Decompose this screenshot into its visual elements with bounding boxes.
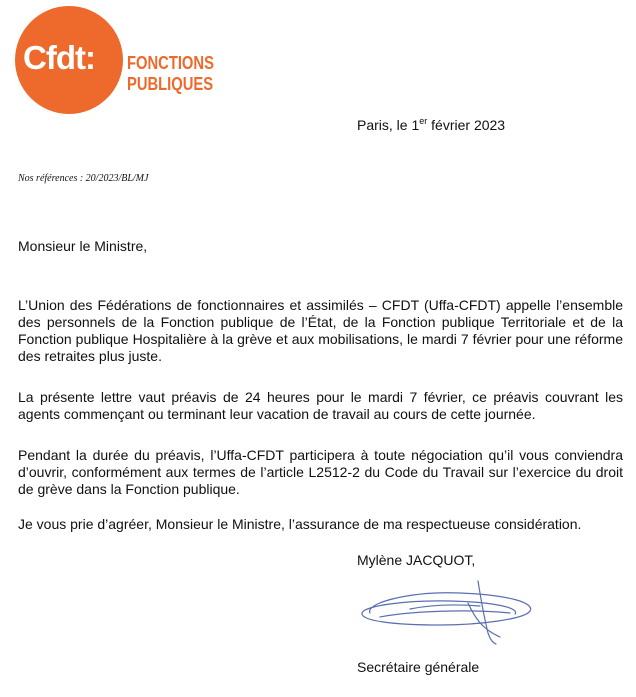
date-prefix: Paris, le 1 <box>357 117 420 133</box>
date-superscript: er <box>419 116 428 126</box>
date-suffix: février 2023 <box>427 117 506 133</box>
logo-subtitle <box>127 53 214 95</box>
logo-subtitle-line1: FONCTIONS <box>127 53 214 73</box>
signer-name: Mylène JACQUOT, <box>357 552 476 568</box>
salutation: Monsieur le Ministre, <box>18 238 148 254</box>
signer-title: Secrétaire générale <box>357 659 480 675</box>
cfdt-logo <box>15 6 215 114</box>
logo-brand-text: Cfdt: <box>23 39 95 76</box>
letter-date <box>357 117 505 133</box>
body-paragraph: Pendant la durée du préavis, l’Uffa-CFDT participera à toute négociation qu’il vous conviendra d’ouvrir, conformément aux termes de l’article L2512-2 du Code du Travail sur l’exercice du droit de grève dans la Fonction publique. <box>18 447 623 497</box>
letter-references: Nos références : 20/2023/BL/MJ <box>18 173 149 184</box>
body-paragraph: L’Union des Fédérations de fonctionnaires et assimilés – CFDT (Uffa-CFDT) appelle l’ensemble des personnels de la Fonction publique de l’État, de la Fonction publique Territoriale et de la Fonction publique Hospitalière à la grève et aux mobilisations, le mardi 7 février pour une réforme des retraites plus juste. <box>18 297 623 364</box>
handwritten-signature <box>350 573 540 653</box>
closing-paragraph: Je vous prie d’agréer, Monsieur le Ministre, l’assurance de ma respectueuse considération. <box>18 516 582 532</box>
body-paragraph: La présente lettre vaut préavis de 24 heures pour le mardi 7 février, ce préavis couvrant les agents commençant ou terminant leur vacation de travail au cours de cette journée. <box>18 389 623 422</box>
logo-subtitle-line2: PUBLIQUES <box>127 74 214 94</box>
